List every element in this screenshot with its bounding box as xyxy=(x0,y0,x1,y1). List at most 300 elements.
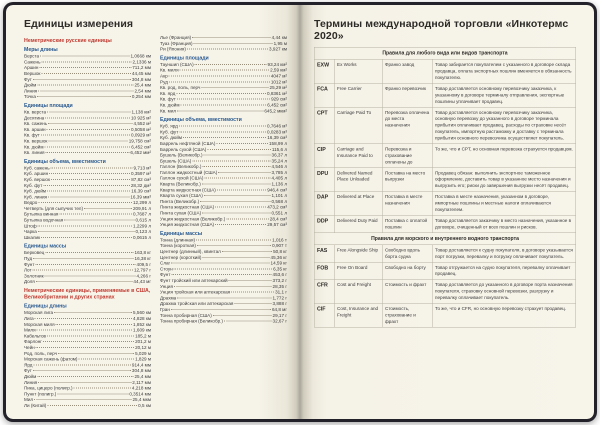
unit-name: Золотник xyxy=(24,273,44,279)
unit-name: Бутылка водочная xyxy=(24,217,64,223)
unit-value: 44,45 мм xyxy=(131,71,151,77)
unit-name: Куб. дюйм xyxy=(24,188,47,194)
term-description: Товар доставляется заказчику в место назначения, указанное в договоре, очищенный от всех пошлин и рисков. xyxy=(432,215,576,232)
unit-name: Куб. сажень xyxy=(24,165,50,171)
right-page-title: Термины международной торговли «Инкотермс 2020» xyxy=(314,18,569,42)
unit-name: Руд xyxy=(160,79,168,85)
dotted-leader xyxy=(179,131,266,132)
dotted-leader xyxy=(78,359,134,360)
unit-value: 4,546 л xyxy=(271,164,287,170)
unit-value: 25,4 мм xyxy=(134,374,151,380)
incoterms-table xyxy=(314,47,576,327)
unit-value: 0,5058 м² xyxy=(130,126,151,132)
unit-name: Акр xyxy=(160,73,168,79)
unit-name: Пуд xyxy=(24,256,33,262)
unit-value: 16,39 см³ xyxy=(267,135,287,141)
dotted-leader xyxy=(48,123,132,124)
unit-value: 20,12 м xyxy=(135,345,151,351)
dotted-leader xyxy=(59,214,132,215)
dotted-leader xyxy=(48,140,127,141)
unit-value: 14,59 кг xyxy=(270,260,287,266)
unit-name: Десятина xyxy=(24,115,45,121)
term-code: DAP xyxy=(314,191,334,215)
term-description: Товар доставляется к судну покупателя, в договоре указывается порт погрузки, перевалку и погрузку оплачивает покупатель. xyxy=(432,245,576,262)
dotted-leader xyxy=(37,376,133,377)
dotted-leader xyxy=(36,281,133,282)
unit-value: 201,2 м xyxy=(135,339,151,345)
unit-value: 0,5 км xyxy=(138,402,151,408)
unit-name: Унция жидкостная (Великобр.) xyxy=(160,216,226,222)
unit-value: 4,828 км xyxy=(133,316,151,322)
unit-value: 1,0668 км xyxy=(130,53,151,59)
dotted-leader xyxy=(171,274,271,275)
dotted-leader xyxy=(222,251,272,252)
dotted-leader xyxy=(33,370,131,371)
unit-name: Галлон сухой (США) xyxy=(160,175,204,181)
dotted-leader xyxy=(202,257,269,258)
incoterms-row xyxy=(314,279,576,303)
unit-name: Кв. вершок xyxy=(24,138,48,144)
dotted-leader xyxy=(180,70,270,71)
unit-name: Пинта сухая (США) xyxy=(160,210,202,216)
unit-name: Галлон жидкостный (США) xyxy=(160,169,218,175)
unit-value: 1,852 км xyxy=(133,321,151,327)
unit-value: 32,67 г xyxy=(272,318,287,324)
unit-name: Кв. сажень xyxy=(24,121,48,127)
left-page xyxy=(6,5,300,419)
unit-name: Драхма xyxy=(160,295,177,301)
unit-name: Центнер (короткий) xyxy=(160,254,202,260)
dotted-leader xyxy=(192,160,270,161)
unit-name: Пинта жидкостная (США) xyxy=(160,204,215,210)
term-description: Товар доставляется до указанного в договоре порта назначения покупателя, страховку основной перевозки, разгрузку и перевалку оплачивает покупатель. xyxy=(432,279,576,303)
unit-value: 1,2299 л xyxy=(132,223,151,229)
unit-name: Морская лига xyxy=(24,310,54,316)
dotted-leader xyxy=(34,399,131,400)
incoterms-row xyxy=(314,303,576,327)
unit-name: Верста xyxy=(24,53,40,59)
dotted-leader xyxy=(187,49,268,50)
unit-value: 1,95 м xyxy=(273,40,287,46)
unit-name: Ли (Китай) xyxy=(24,402,47,408)
unit-name: Вершок xyxy=(24,71,41,77)
group-header-cell: Правила для морского и внутреннего водного транспорта xyxy=(314,233,576,245)
units-section-title: Единицы объема, вместимости xyxy=(24,158,106,165)
dotted-leader xyxy=(202,166,270,167)
incoterms-row xyxy=(314,83,576,107)
term-name-en: Delivered at Place xyxy=(334,191,382,215)
dotted-leader xyxy=(57,393,128,394)
term-code: FOB xyxy=(314,262,334,279)
term-code: FAS xyxy=(314,245,334,262)
unit-value: 163,8 кг xyxy=(134,250,151,256)
units-column-1 xyxy=(24,35,151,409)
dotted-leader xyxy=(46,152,130,153)
unit-name: Кв. верста xyxy=(24,109,47,115)
unit-value: 9,713 м³ xyxy=(133,165,151,171)
dotted-leader xyxy=(38,90,133,91)
unit-value: 0,551 л xyxy=(271,210,287,216)
dotted-leader xyxy=(43,341,134,342)
unit-value: 158,99 л xyxy=(268,140,287,146)
term-code: CIP xyxy=(314,144,334,168)
term-description: То же, что и CPT, но основная перевозка страхуется продавцом. xyxy=(432,144,576,168)
unit-name: Кв. аршин xyxy=(24,126,46,132)
dotted-leader xyxy=(216,143,268,144)
dotted-leader xyxy=(202,184,271,185)
term-name-en: Free Alongside Ship xyxy=(334,245,382,262)
dotted-leader xyxy=(207,149,271,150)
dotted-leader xyxy=(38,231,135,232)
unit-name: Куб. фут xyxy=(160,129,179,135)
unit-value: 185,2 м xyxy=(135,333,151,339)
unit-name: Шкалик xyxy=(24,234,41,240)
unit-name: Берковец xyxy=(24,250,45,256)
unit-name: Кв. фут xyxy=(24,132,40,138)
unit-value: 0,123 л xyxy=(135,229,151,235)
unit-value: 4,266 г xyxy=(136,273,151,279)
term-description: Товар забирается покупателем с указанного в договоре склада продавца, оплата экспортных пошлин вменяется в обязанность покупателю. xyxy=(432,59,576,83)
unit-value: 1,772 г xyxy=(272,295,287,301)
term-name-ru: Франко перевозчик xyxy=(382,83,432,107)
unit-name: Галлон (Великобр.) xyxy=(160,164,202,170)
dotted-leader xyxy=(33,364,130,365)
term-name-ru: Перевозка и страхование оплачены до xyxy=(382,144,432,168)
unit-name: Лот xyxy=(24,267,32,273)
unit-value: 5,560 км xyxy=(133,310,151,316)
dotted-leader xyxy=(218,172,270,173)
dotted-leader xyxy=(39,67,131,68)
unit-value: 0,7687 л xyxy=(132,211,151,217)
dotted-leader xyxy=(215,207,266,208)
unit-value: 28,35 г xyxy=(272,283,287,289)
unit-row xyxy=(160,108,287,114)
dotted-leader xyxy=(174,268,272,269)
unit-name: Куб. дюйм xyxy=(160,135,183,141)
dotted-leader xyxy=(36,347,134,348)
unit-value: 87,82 см³ xyxy=(131,176,151,182)
unit-name: Кв. линия xyxy=(24,150,45,156)
term-code: EXW xyxy=(314,59,334,83)
unit-value: 4047 м² xyxy=(270,73,287,79)
unit-name: Куб. линия xyxy=(24,194,48,200)
term-description: Товар доставляется основному перевозчику заказчика, к указанному в договоре терминалу отправления, экспортные пошлины уплачивает продавец. xyxy=(432,83,576,107)
dotted-leader xyxy=(204,195,271,196)
term-name-ru: Свободно на борту xyxy=(382,262,432,279)
unit-value: 36,37 л xyxy=(271,152,287,158)
unit-value: 946,4 см³ xyxy=(267,187,287,193)
unit-value: 304,8 мм xyxy=(131,368,151,374)
unit-name: Бушель (Великобр.) xyxy=(160,152,203,158)
incoterms-group-header xyxy=(314,47,576,59)
incoterms-row xyxy=(314,215,576,232)
unit-name: Бутылка винная xyxy=(24,211,59,217)
unit-value: 25,29 м² xyxy=(269,85,287,91)
unit-row xyxy=(160,47,287,53)
units-section-title: Единицы площади xyxy=(24,102,73,109)
term-name-en: Delivered Duty Paid xyxy=(334,215,382,232)
unit-name: Баррель нефтяной (США) xyxy=(160,140,216,146)
unit-name: Куб. фут xyxy=(24,182,43,188)
unit-name: Морская миля xyxy=(24,321,55,327)
unit-value: 16,38 кг xyxy=(134,256,151,262)
term-name-en: Carriage Paid To xyxy=(334,107,382,144)
unit-name: Лье (Франция) xyxy=(160,35,192,40)
unit-name: Кв. мил xyxy=(160,108,177,114)
unit-value: 0,907 т xyxy=(272,243,287,249)
unit-value: 45,36 кг xyxy=(270,254,287,260)
dotted-leader xyxy=(38,382,131,383)
unit-value: 0,8361 м² xyxy=(266,90,287,96)
unit-value: 3,888 г xyxy=(272,301,287,307)
unit-value: 4,405 л xyxy=(271,175,287,181)
right-page-content xyxy=(300,5,594,334)
unit-name: Стоун xyxy=(160,266,173,272)
unit-name: Кварта жидкостная (США) xyxy=(160,187,216,193)
dotted-leader xyxy=(177,99,270,100)
dotted-leader xyxy=(192,37,270,38)
dotted-leader xyxy=(196,239,271,240)
dotted-leader xyxy=(56,324,132,325)
unit-name: Дюйм xyxy=(24,374,37,380)
unit-value: 373,2 г xyxy=(272,277,287,283)
unit-value: 914,4 мм xyxy=(131,362,151,368)
units-section-title: Единицы площади xyxy=(160,55,209,61)
unit-value: 409,5 г xyxy=(136,261,151,267)
dotted-leader xyxy=(33,270,133,271)
unit-value: 28,32 дм³ xyxy=(130,182,151,188)
incoterms-group-header xyxy=(314,233,576,245)
unit-name: Пика, цицеро (полигр.) xyxy=(24,385,73,391)
unit-name: Тонна (длинная) xyxy=(160,237,196,243)
dotted-leader xyxy=(171,309,271,310)
incoterms-row xyxy=(314,191,576,215)
unit-value: 0,0283 м³ xyxy=(266,129,287,135)
dotted-leader xyxy=(200,201,270,202)
unit-name: Фунт xyxy=(160,272,171,278)
unit-name: Куб. ярд xyxy=(160,123,178,129)
right-page xyxy=(300,5,594,419)
unit-value: 115,6 л xyxy=(271,146,287,152)
unit-value: 29,17 г xyxy=(272,312,287,318)
unit-value: 12,797 г xyxy=(133,267,151,273)
term-name-en: Delivered Named Place Unloaded xyxy=(334,168,382,192)
incoterms-row xyxy=(314,168,576,192)
dotted-leader xyxy=(204,178,270,179)
dotted-leader xyxy=(47,335,134,336)
term-code: DPU xyxy=(314,168,334,192)
term-name-ru: Поставка в месте назначения xyxy=(382,191,432,215)
dotted-leader xyxy=(215,224,266,225)
unit-value: 29,57 см³ xyxy=(267,222,287,228)
dotted-leader xyxy=(47,405,137,406)
units-section-title: Единицы длины xyxy=(24,303,67,310)
unit-value: 4,44 км xyxy=(271,35,287,40)
unit-name: Фут xyxy=(24,368,32,374)
unit-value: 64,8 мг xyxy=(271,306,287,312)
unit-name: Центнер (длинный), квинтал xyxy=(160,249,221,254)
unit-value: 6,35 кг xyxy=(273,266,287,272)
unit-value: 711,2 мм xyxy=(132,65,151,71)
unit-name: Пункт (полигр.) xyxy=(24,391,57,397)
unit-name: Бушель (США) xyxy=(160,158,192,164)
unit-value: 3,927 км xyxy=(269,46,287,52)
term-name-en: Free On Board xyxy=(334,262,382,279)
unit-name: Тонна (короткая) xyxy=(160,243,196,249)
unit-value: 44,43 мг xyxy=(133,279,151,285)
term-description: Поставка в месте назначения, указанном в договоре, импортные пошлины и местные налоги оплачиваются покупателем. xyxy=(432,191,576,215)
unit-name: Фунт тройский или аптекарский xyxy=(160,277,228,283)
unit-name: Кабельтов xyxy=(24,333,46,339)
term-name-en: Cost and Freight xyxy=(334,279,382,303)
term-name-ru: Поставка на место выгрузки xyxy=(382,168,432,192)
unit-value: 0,0615 л xyxy=(132,234,151,240)
dotted-leader xyxy=(41,135,130,136)
unit-name: Сажень xyxy=(24,59,41,65)
unit-name: Чейн xyxy=(24,345,35,351)
unit-value: 0,615 л xyxy=(135,217,151,223)
unit-name: Фарлонг xyxy=(24,339,42,345)
unit-name: Куб. аршин xyxy=(24,171,49,177)
unit-name: Баррель сухой (США) xyxy=(160,146,207,152)
incoterms-row xyxy=(314,245,576,262)
dotted-leader xyxy=(45,252,133,253)
dotted-leader xyxy=(33,79,131,80)
unit-value: 0,254 мм xyxy=(131,94,151,100)
unit-value: 50,8 кг xyxy=(273,249,287,254)
unit-value: 93,24 км² xyxy=(267,61,287,67)
unit-name: Унция тройская или аптекарская xyxy=(160,289,231,295)
unit-name: Дюйм xyxy=(24,82,37,88)
dotted-leader xyxy=(229,280,272,281)
unit-value: 304,8 мм xyxy=(131,76,151,82)
unit-name: Драхма тройская или аптекарская xyxy=(160,301,234,307)
dotted-leader xyxy=(181,104,267,105)
unit-value: 0,7646 м³ xyxy=(266,123,287,129)
dotted-leader xyxy=(169,81,270,82)
term-description: Товар отгружается на судно покупателя, перевалку оплачивает продавец. xyxy=(432,262,576,279)
dotted-leader xyxy=(41,237,132,238)
unit-row xyxy=(24,403,151,409)
unit-name: Тонна пробирная (Великобр.) xyxy=(160,318,223,324)
unit-name: Пинта (Великобр.) xyxy=(160,198,200,204)
unit-name: Лига xyxy=(24,316,34,322)
unit-value: 35,24 л xyxy=(271,158,287,164)
unit-value: 2,117 мм xyxy=(132,379,151,385)
dotted-leader xyxy=(41,73,130,74)
unit-name: Морская сажень (фатом) xyxy=(24,356,78,362)
unit-name: Унция xyxy=(160,283,173,289)
dotted-leader xyxy=(38,225,132,226)
dotted-leader xyxy=(197,245,271,246)
unit-value: 5,029 м xyxy=(135,350,151,356)
term-code: DDP xyxy=(314,215,334,232)
dotted-leader xyxy=(58,353,134,354)
dotted-leader xyxy=(47,191,130,192)
dotted-leader xyxy=(224,321,272,322)
term-name-en: Ex Works xyxy=(334,59,382,83)
unit-value: 25,4 мм xyxy=(134,82,151,88)
dotted-leader xyxy=(177,297,271,298)
dotted-leader xyxy=(35,264,135,265)
term-code: CIF xyxy=(314,303,334,327)
units-section-title: Меры длины xyxy=(24,47,58,53)
unit-value: 473,2 см³ xyxy=(267,204,287,210)
dotted-leader xyxy=(48,196,129,197)
term-name-en: Carriage and Insurance Paid to xyxy=(334,144,382,168)
unit-row xyxy=(24,279,151,285)
unit-value: 1,101 л xyxy=(271,193,287,199)
dotted-leader xyxy=(213,315,272,316)
dotted-leader xyxy=(217,189,266,190)
unit-row xyxy=(24,150,151,156)
dotted-leader xyxy=(40,56,129,57)
unit-value: 25,4 мкм xyxy=(132,397,151,403)
dotted-leader xyxy=(84,208,132,209)
dotted-leader xyxy=(38,202,132,203)
unit-name: Слаг xyxy=(160,260,171,266)
unit-value: 2,54 мм xyxy=(134,88,151,94)
unit-value: 2,1336 м xyxy=(132,59,151,65)
term-description: Товар доставляется основному перевозчику заказчика, основную перевозку до указанного в договоре терминала прибытия оплачивает продавец, расходы по страховке несёт покупатель, импортную растаможку и доставку с терминала прибытия основного перевозчика осуществляет покупатель. xyxy=(432,107,576,144)
unit-name: Миля xyxy=(24,327,36,333)
unit-name: Аршин xyxy=(24,65,39,71)
pages-container xyxy=(6,5,594,419)
unit-value: 6,452 см² xyxy=(131,144,151,150)
term-code: CFR xyxy=(314,279,334,303)
units-columns xyxy=(24,35,287,409)
unit-name: Кв. дюйм xyxy=(24,144,44,150)
term-name-ru: Стоимость и фрахт xyxy=(382,279,432,303)
unit-value: 28,4 см³ xyxy=(269,216,287,222)
unit-value: 1,136 л xyxy=(271,181,287,187)
unit-value: 929 см² xyxy=(271,96,287,102)
dotted-leader xyxy=(171,263,269,264)
dotted-leader xyxy=(231,292,274,293)
dotted-leader xyxy=(201,87,268,88)
unit-row xyxy=(24,94,151,100)
unit-value: 209,91 л xyxy=(132,205,151,211)
unit-name: Чарка xyxy=(24,229,37,235)
unit-name: Штоф xyxy=(24,223,37,229)
unit-name: Тауншип (США) xyxy=(160,61,194,67)
unit-value: 645,2 мкм² xyxy=(264,108,287,114)
unit-row xyxy=(24,235,151,241)
unit-name: Кварта (Великобр.) xyxy=(160,181,201,187)
unit-value: 19,758 см² xyxy=(128,138,151,144)
dotted-leader xyxy=(37,330,132,331)
unit-name: Тонна пробирная (США) xyxy=(160,312,212,318)
unit-value: 2,59 км² xyxy=(270,67,287,73)
dotted-leader xyxy=(43,185,130,186)
book-cover xyxy=(3,2,597,422)
dotted-leader xyxy=(49,173,130,174)
unit-name: Фунт xyxy=(24,261,35,267)
term-name-ru: Франко завод xyxy=(382,59,432,83)
term-description: Продавец обязан: выполнить экспортное таможенное оформление, доставить товар в указанное место назначения и выгрузить его; риски до завершения выгрузки несёт продавец. xyxy=(432,168,576,192)
units-section-title: Единицы массы xyxy=(160,230,203,237)
unit-row xyxy=(160,222,287,228)
units-subheading: Неметрические русские единицы xyxy=(24,37,112,44)
unit-value: 3,785 л xyxy=(271,169,287,175)
unit-value: 16,39 см³ xyxy=(131,188,151,194)
dotted-leader xyxy=(176,93,266,94)
unit-name: Линия xyxy=(24,379,38,385)
unit-value: 6,452 см² xyxy=(267,102,287,108)
incoterms-row xyxy=(314,59,576,83)
dotted-leader xyxy=(45,275,136,276)
unit-value: 16,39 мм³ xyxy=(130,194,151,200)
